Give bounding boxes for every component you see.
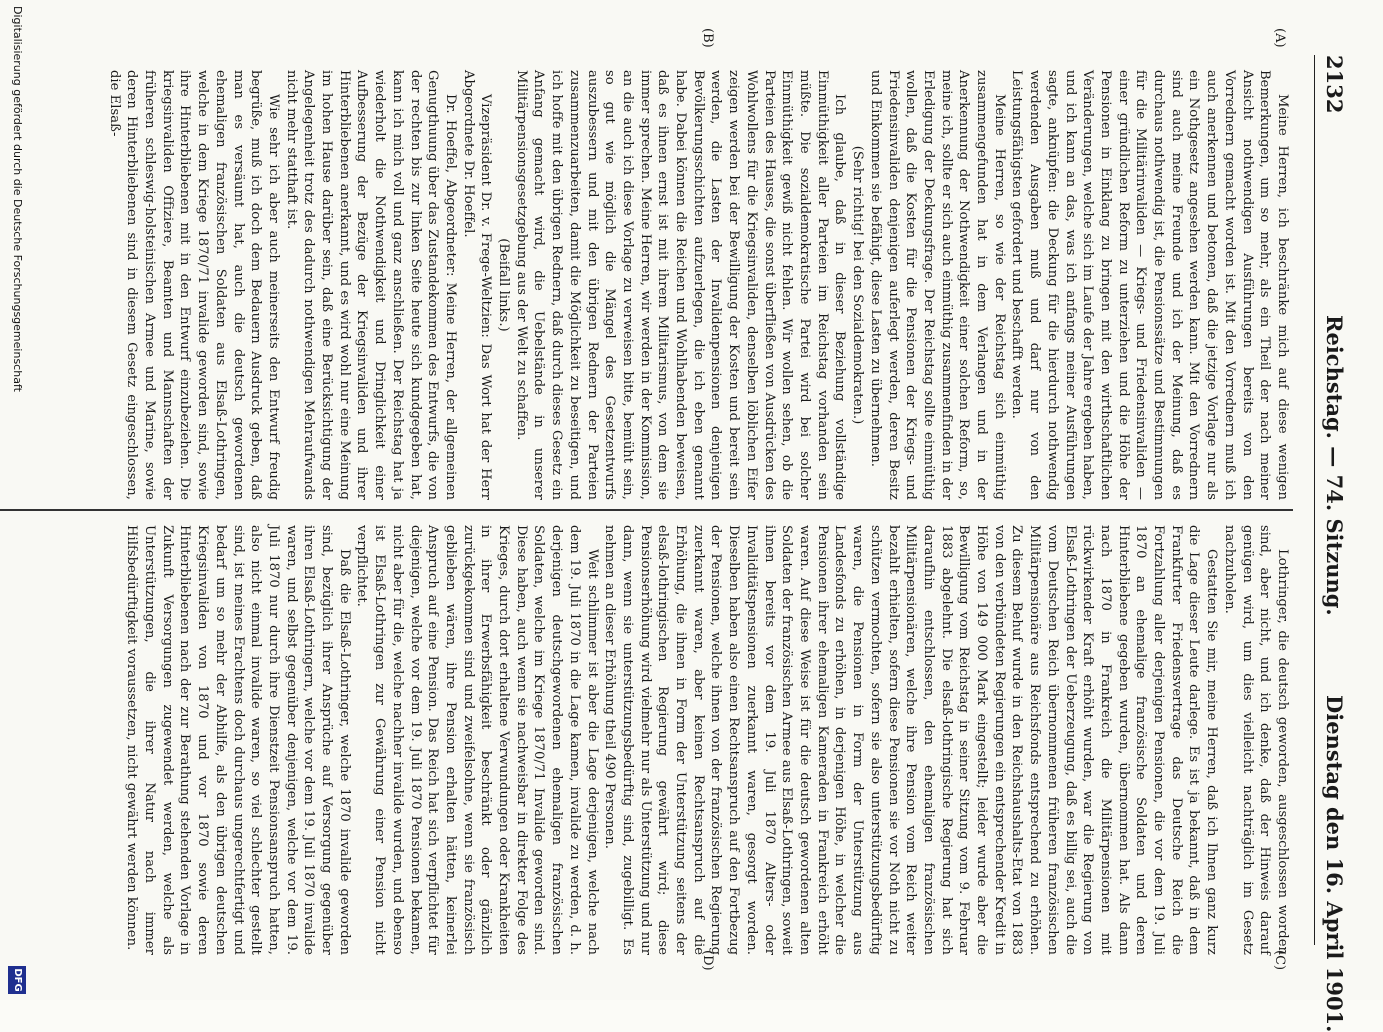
paragraph: Meine Herren, ich beschränke mich auf diese wenigen Bemerkungen, um so mehr, als ein Theil der nach meiner Ansicht nothwendigen Ausführungen bereits von den Vorrednern gemacht worden ist. Mit den Vorrednern muß ich auch anerkennen und betonen, daß die jetzige Vorlage nur als ein Nothgesetz angesehen werden kann. Mit den Vorrednern sind auch meine Freunde und ich der Meinung, daß es durchaus nothwendig ist, die Pensionssätze und Bestimmungen für die Militärinvaliden — Kriegs- und Friedensinvaliden — einer gründlichen Reform zu unterziehen und die Höhe der Pensionen in Einklang zu bringen mit den wirthschaftlichen Veränderungen, welche sich im Laufe der Jahre ergeben haben, und ich kann an das, was ich anfangs meiner Ausführungen sagte, anknüpfen: die Deckung für die hierdurch nothwendig werdenden Ausgaben muß und darf nur von den Leistungsfähigsten gefordert und beschafft werden. [1009,70,1290,500]
paragraph: (Sehr richtig! bei den Sozialdemokraten.) [850,145,866,425]
session-date: Dienstag den 16. April 1901. [1322,695,1347,1032]
page-header [1314,55,1353,1032]
paragraph: (Beifall links.) [496,238,512,332]
paragraph: Ich glaube, daß in dieser Beziehung vollständige Einmüthigkeit aller Parteien im Reichstag vorhanden sein müßte. Die sozialdemokratische Partei wird bei solcher Einmüthigkeit gewiß nicht fehlen. Wir wollen sehen, ob die Parteien des Hauses, die sonst überfließen von Ausdrücken des Wohlwollens für die Kriegsinvaliden, denselben löblichen Eifer zeigen werden bei der Bewilligung der Kosten und bereit sein werden, die Lasten der Invalidenpensionen denjenigen Bevölkerungsschichten aufzuerlegen, die ich eben genannt habe. Dabei können die Reichen und Wohlhabenden beweisen, daß es ihnen ernst ist mit ihrem Militarismus, von dem sie immer sprechen. Meine Herren, wir werden in der Kommission, an die auch ich diese Vorlage zu verweisen bitte, bemüht sein, so gut wie möglich die Mängel des Gesetzentwurfs auszubessern und mit den übrigen Rednern der Parteien zusammenzuarbeiten, damit die Möglichkeit zu beseitigen, und ich hoffe mit den übrigen Rednern, daß durch dieses Gesetz ein Anfang gemacht wird, die Uebelstände in unserer Militärpensionsgesetzgebung aus der Welt zu schaffen. [513,70,848,500]
paragraph: Daß die Elsaß-Lothringer, welche 1870 invalide geworden sind, bezüglich ihrer Ansprüche auf Versorgung gegenüber ihren Elsaß-Lothringern, welche vor dem 19. Juli 1870 invalide waren, und selbst gegenüber denjenigen, welche vor dem 19. Juli 1870 nur durch ihre Dienstzeit Pensionsanspruch hatten, also nicht einmal invalide waren, so viel schlechter gestellt sind, ist meines Erachtens doch durchaus ungerechtfertigt und bedarf um so mehr der Abhilfe, als den übrigen deutschen Kriegsinvaliden von 1870 und vor 1870 sowie deren Hinterbliebenen nach der zur Berathung stehenden Vorlage in Zukunft Versorgungen zugewendet werden, welche als Unterstützungen, die ihrer Natur nach immer Hilfsbedürftigkeit voraussetzen, nicht gewährt werden können. [124,525,352,955]
paragraph: Wie sehr ich aber auch meinerseits den Entwurf freudig begrüße, muß ich doch dem Bedauern Ausdruck geben, daß man es versäumt hat, auch die deutsch gewordenen ehemaligen französischen Soldaten aus Elsaß-Lothringen, welche in dem Kriege 1870/71 invalide geworden sind, sowie ihre Hinterbliebenen mit in den Entwurf einzubeziehen. Die kriegsinvaliden Offiziere, Beamten und Mannschaften der früheren schleswig-holsteinischen Armee und Marine, sowie deren Hinterbliebenen sind in diesem Gesetz eingeschlossen, die Elsaß- [106,70,281,500]
paragraph: Meine Herren, so wie der Reichstag sich einmüthig zusammengefunden hat in dem Verlangen und in der Anerkennung der Nothwendigkeit einer solchen Reform, so, meine ich, sollte er sich auch einmüthig zusammenfinden in der Erledigung der Deckungsfrage. Der Reichstag sollte einmüthig wollen, daß die Kosten für die Pensionen der Kriegs- und Friedensinvaliden denjenigen auferlegt werden, deren Besitz und Einkommen sie befähigt, diese Lasten zu übernehmen. [867,70,1007,500]
margin-mark-b: (B) [700,28,715,48]
column-divider [0,509,1293,511]
paragraph: Weit schlimmer ist aber die Lage derjenigen, welche nach dem 19. Juli 1870 in die Lage kamen, invalide zu werden, d. h. derjenigen deutschgewordenen ehemaligen französischen Soldaten, welche im Kriege 1870/71 Invalide geworden sind. Diese haben, auch wenn sie nachweisbar in direkter Folge des Krieges, durch dort erhaltene Verwundungen oder Krankheiten in ihrer Erwerbsfähigkeit beschränkt oder gänzlich zurückgekommen sind und zweifelsohne, wenn sie französisch geblieben wären, ihre Pension erhalten hätten, keinerlei Anspruch auf eine Pension. Das Reich hat sich verpflichtet für diejenigen, welche vor dem 19. Juli 1870 Pensionen bekamen, nicht aber für die, welche nachher invalide wurden, und ebenso ist Elsaß-Lothringen zur Gewährung einer Pension nicht verpflichtet. [354,525,600,955]
right-column [123,525,1291,955]
margin-mark-a: (A) [1272,28,1287,48]
footer-text: Digitalisierung gefördert durch die Deutsche Forschungsgemeinschaft [11,6,24,392]
margin-mark-c: (C) [1272,950,1287,971]
paragraph: Lothringer, die deutsch geworden, ausgeschlossen worden sind, aber nicht, und ich denke, daß der Hinweis darauf genügen wird, um dies vielleicht nachträglich im Gesetz nachzuholen. [1221,525,1290,955]
margin-mark-d: (D) [700,950,715,971]
left-column [105,70,1291,500]
dfg-logo: DFG [8,966,26,994]
page-number: 2132 [1322,55,1347,114]
session-title: Reichstag. — 74. Sitzung. [1322,315,1347,616]
paragraph: Vizepräsident Dr. v. Frege-Weltzien: Das Wort hat der Herr Abgeordnete Dr. Hoeffel. [460,70,494,500]
paragraph: Gestatten Sie mir, meine Herren, daß ich Ihnen ganz kurz die Lage dieser Leute darlege. Es ist ja bekannt, daß in dem Frankfurter Friedensvertrage das Deutsche Reich die Fortzahlung aller derjenigen Pensionen, die vor dem 19. Juli 1870 an ehemalige französische Soldaten und deren Hinterbliebene gegeben wurden, übernommen hat. Als dann nach 1870 in Frankreich die Militärpensionen mit rückwirkender Kraft erhöht wurden, war die Regierung von Elsaß-Lothringen der Ueberzeugung, daß es billig sei, auch die vom Deutschen Reich übernommenen früheren französischen Militärpensionäre aus Reichsfonds entsprechend zu erhöhen. Zu diesem Behuf wurde in den Reichshaushalts-Etat von 1883 von den verbündeten Regierungen ein entsprechender Kredit in Höhe von 149 000 Mark eingestellt; leider wurde aber die Bewilligung vom Reichstag in seiner Sitzung vom 9. Februar 1883 abgelehnt. Die elsaß-lothringische Regierung hat sich daraufhin entschlossen, den ehemaligen französischen Militärpensionären, welche ihre Pension vom Reich weiter bezahlt erhielten, sofern diese Pensionen sie vor Noth nicht zu schützen vermochten, sofern sie also unterstützungsbedürftig waren, die Pensionen in Form der Unterstützung aus Landesfonds zu erhöhen, in derjenigen Höhe, in welcher die Pensionen ihrer ehemaligen Kameraden in Frankreich erhöht waren. Auf diese Weise ist für die deutsch gewordenen alten Soldaten der französischen Armee aus Elsaß-Lothringen, soweit ihnen bereits vor dem 19. Juli 1870 Alters- oder Invaliditätspensionen zuerkannt waren, gesorgt worden. Dieselben haben also einen Rechtsanspruch auf den Fortbezug der Pensionen, welche ihnen von der französischen Regierung zuerkannt waren, aber keinen Rechtsanspruch auf die Erhöhung, die ihnen in Form der Unterstützung seitens der elsaß-lothringischen Regierung gewährt wird; diese Pensionserhöhung wird vielmehr nur als Unterstützung und nur dann, wenn sie unterstützungsbedürftig sind, zugebilligt. Es nehmen an dieser Erhöhung theil 490 Personen. [602,525,1220,955]
paragraph: Dr. Hoeffel, Abgeordneter: Meine Herren, der allgemeinen Genugthuung über das Zustandekommen des Entwurfs, die von der rechten bis zur linken Seite heute sich kundgegeben hat, kann ich mich voll und ganz anschließen. Der Reichstag hat ja wiederholt die Nothwendigkeit und Dringlichkeit einer Aufbesserung der Bezüge der Kriegsinvaliden und ihrer Hinterbliebenen anerkannt, und es wird wohl nur eine Meinung im hohen Hause darüber sein, daß eine Berücksichtigung der Angelegenheit trotz des dadurch nothwendigen Mehraufwands nicht mehr statthaft ist. [283,70,458,500]
footer [5,0,27,1000]
